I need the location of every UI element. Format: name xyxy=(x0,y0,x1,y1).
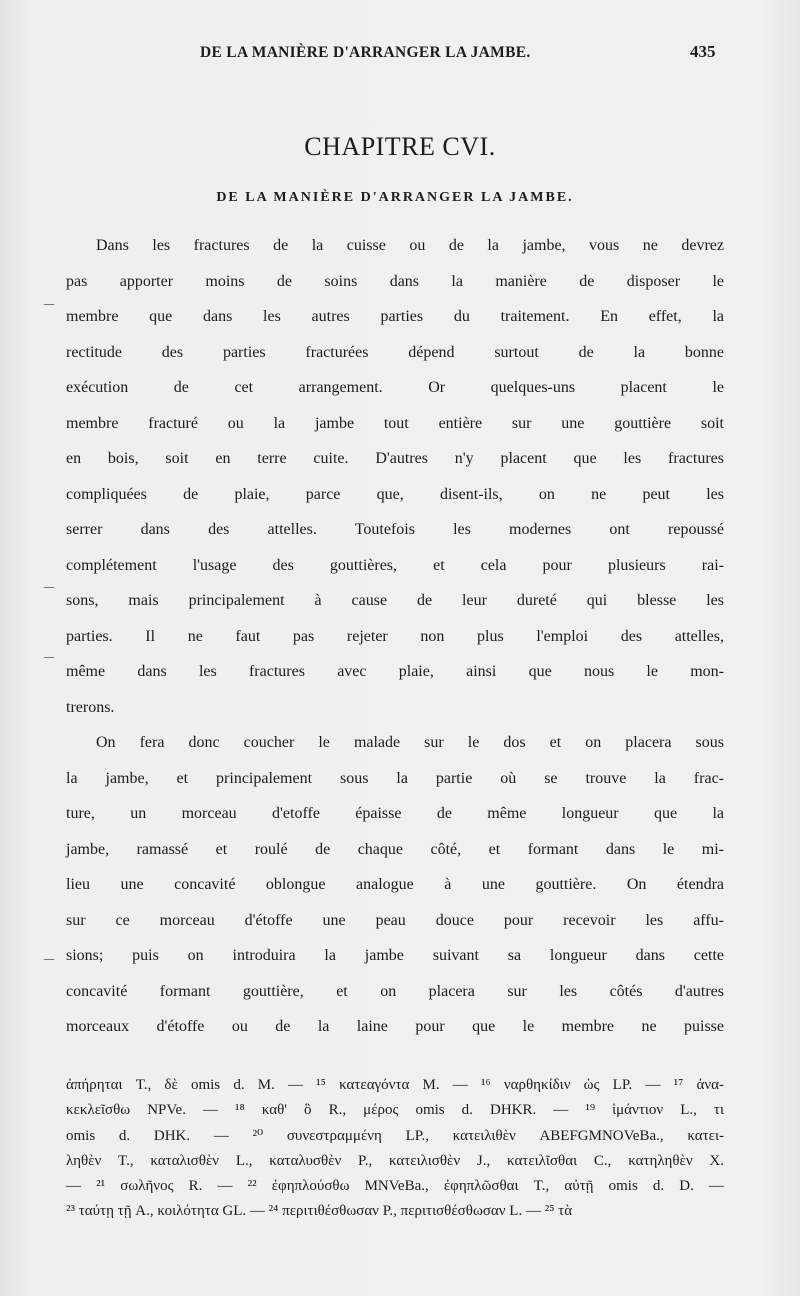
footnotes xyxy=(66,1073,724,1225)
footnote-line: ληθὲν T., καταλισθὲν L., καταλυσθὲν P., κατειλισθὲν J., κατειλῖσθαι C., κατηληθὲν X. xyxy=(66,1152,724,1169)
text-line: ture, un morceau d'etoffe épaisse de même longueur que la xyxy=(66,805,724,822)
text-line: lieu une concavité oblongue analogue à une gouttière. On étendra xyxy=(66,876,724,893)
footnote-line: ²³ ταύτῃ τῇ A., κοιλότητα GL. — ²⁴ περιτιθέσθωσαν P., περιτισθέσθωσαν L. — ²⁵ τὰ xyxy=(66,1203,573,1220)
margin-mark: – xyxy=(44,292,54,314)
text-line: en bois, soit en terre cuite. D'autres n'y placent que les fractures xyxy=(66,450,724,467)
running-head: DE LA MANIÈRE D'ARRANGER LA JAMBE. xyxy=(200,44,531,61)
text-line: compliquées de plaie, parce que, disent-ils, on ne peut les xyxy=(66,485,724,503)
margin-mark: – xyxy=(44,575,54,597)
chapter-title: CHAPITRE CVI. xyxy=(304,132,496,161)
text-line: sur ce morceau d'étoffe une peau douce pour recevoir les affu- xyxy=(66,911,724,929)
text-line: exécution de cet arrangement. Or quelques-uns placent le xyxy=(66,379,724,396)
text-line: pas apporter moins de soins dans la manière de disposer le xyxy=(66,272,724,290)
page-number: 435 xyxy=(690,42,716,61)
text-line: sons, mais principalement à cause de leur dureté qui blesse les xyxy=(66,592,724,609)
text-line: trerons. xyxy=(66,698,115,716)
footnote-line: omis d. DHK. — ²⁰ συνεστραμμένη LP., κατειλιθὲν ABEFGMNOVeBa., κατει- xyxy=(66,1127,724,1144)
margin-mark: – xyxy=(44,645,54,667)
text-line: membre fracturé ou la jambe tout entière sur une gouttière soit xyxy=(66,414,724,432)
text-line: concavité formant gouttière, et on placera sur les côtés d'autres xyxy=(66,982,724,1000)
text-line: morceaux d'étoffe ou de la laine pour que le membre ne puisse xyxy=(66,1018,724,1035)
footnote-line: ἀπήρηται T., δὲ omis d. M. — ¹⁵ κατεαγόντα M. — ¹⁶ ναρθηκίδιν ὡς LP. — ¹⁷ ἀνα- xyxy=(66,1077,724,1093)
text-line: jambe, ramassé et roulé de chaque côté, et formant dans le mi- xyxy=(66,840,724,858)
paragraph-2 xyxy=(66,734,724,1054)
margin-mark: – xyxy=(44,947,54,969)
text-line: rectitude des parties fracturées dépend surtout de la bonne xyxy=(66,343,724,361)
text-line: même dans les fractures avec plaie, ainsi que nous le mon- xyxy=(66,663,724,680)
text-line: parties. Il ne faut pas rejeter non plus l'emploi des attelles, xyxy=(66,627,724,645)
text-line: complétement l'usage des gouttières, et cela pour plusieurs rai- xyxy=(66,556,724,574)
footnote-line: — ²¹ σωλῆνος R. — ²² ἐφηπλούσθω MNVeBa., ἐφηπλῶσθαι T., αὐτῇ omis d. D. — xyxy=(66,1178,724,1195)
footnote-line: κεκλεῖσθω NPVe. — ¹⁸ καθ' ὃ R., μέρος omis d. DHKR. — ¹⁹ ἱμάντιον L., τι xyxy=(66,1102,724,1119)
paragraph-1 xyxy=(66,237,724,734)
body-text xyxy=(66,237,724,1054)
text-line: la jambe, et principalement sous la partie où se trouve la frac- xyxy=(66,769,724,787)
text-line: sions; puis on introduira la jambe suivant sa longueur dans cette xyxy=(66,947,724,964)
text-line: membre que dans les autres parties du traitement. En effet, la xyxy=(66,308,724,325)
chapter-subtitle: DE LA MANIÈRE D'ARRANGER LA JAMBE. xyxy=(216,190,574,205)
text-line: serrer dans des attelles. Toutefois les modernes ont repoussé xyxy=(66,521,724,538)
text-line: On fera donc coucher le malade sur le dos et on placera sous xyxy=(96,734,724,751)
text-line: Dans les fractures de la cuisse ou de la jambe, vous ne devrez xyxy=(96,237,724,254)
